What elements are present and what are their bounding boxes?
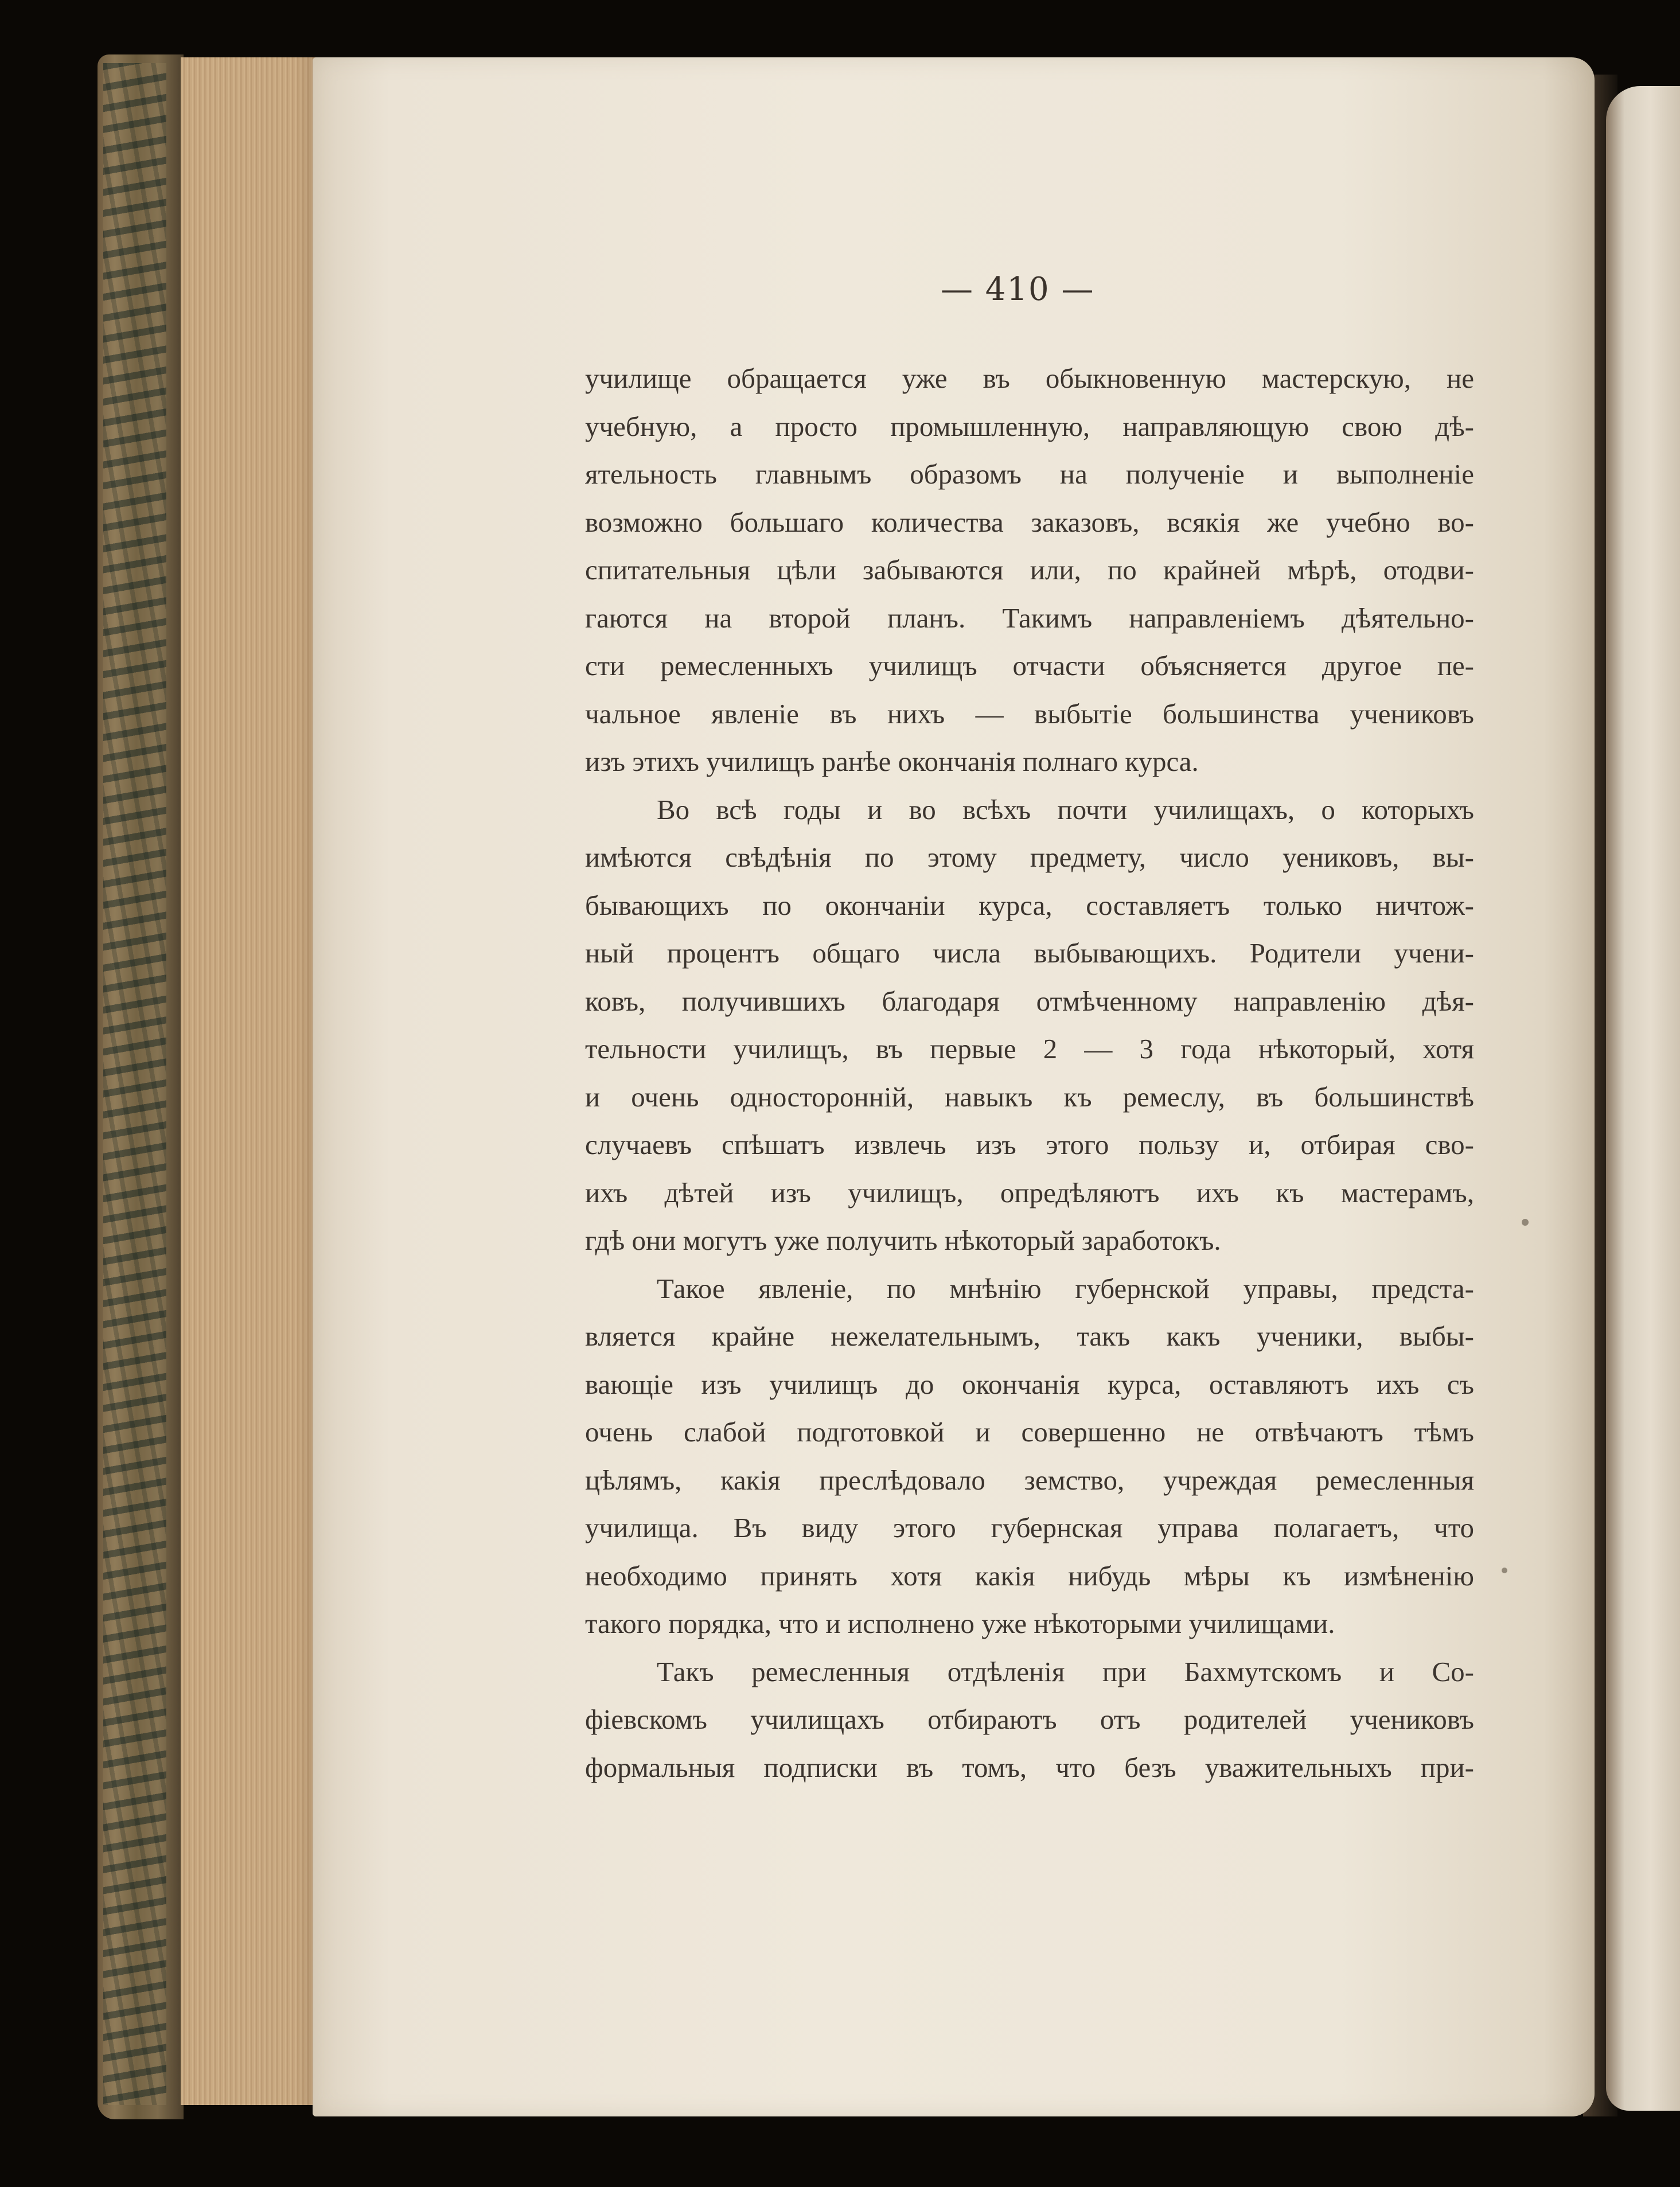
text-line: сти ремесленныхъ училищъ отчасти объясняется другое пе-: [585, 650, 1474, 681]
text-line: ный процентъ общаго числа выбывающихъ. Родители учени-: [585, 937, 1474, 969]
text-line: учебную, а просто промышленную, направляющую свою дѣ-: [585, 410, 1474, 442]
text-line: очень слабой подготовкой и совершенно не отвѣчаютъ тѣмъ: [585, 1416, 1474, 1448]
page-number: — 410 —: [941, 271, 1095, 308]
text-line: необходимо принять хотя какія нибудь мѣры къ измѣненію: [585, 1560, 1474, 1592]
text-line: тельности училищъ, въ первые 2 — 3 года нѣкоторый, хотя: [585, 1033, 1474, 1065]
text-line: имѣются свѣдѣнія по этому предмету, число уениковъ, вы-: [585, 841, 1474, 873]
text-line: гаются на второй планъ. Такимъ направленіемъ дѣятельно-: [585, 602, 1474, 634]
page-text-block: [585, 354, 1474, 1791]
text-line: случаевъ спѣшатъ извлечь изъ этого пользу и, отбирая сво-: [585, 1129, 1474, 1160]
text-line: ятельность главнымъ образомъ на полученіе и выполненіе: [585, 458, 1474, 490]
text-line: бывающихъ по окончаніи курса, составляетъ только ничтож-: [585, 889, 1474, 921]
paragraph-first-line: Такое явленіе, по мнѣнію губернской управы, предста-: [657, 1272, 1474, 1304]
text-line: возможно большаго количества заказовъ, всякія же учебно во-: [585, 506, 1474, 538]
paper-speck: [1522, 1219, 1529, 1226]
text-line: училище обращается уже въ обыкновенную мастерскую, не: [585, 362, 1474, 394]
paragraph-first-line: Такъ ремесленныя отдѣленія при Бахмутскомъ и Со-: [657, 1655, 1474, 1687]
text-line: изъ этихъ училищъ ранѣе окончанія полнаго курса.: [585, 746, 1199, 777]
text-line: ковъ, получившихъ благодаря отмѣченному направленію дѣя-: [585, 985, 1474, 1017]
text-line: ихъ дѣтей изъ училищъ, опредѣляютъ ихъ къ мастерамъ,: [585, 1176, 1474, 1208]
text-line: вляется крайне нежелательнымъ, такъ какъ ученики, выбы-: [585, 1320, 1474, 1352]
facing-page-edge: [1606, 86, 1680, 2111]
text-line: училища. Въ виду этого губернская управа полагаетъ, что: [585, 1512, 1474, 1543]
text-line: фіевскомъ училищахъ отбираютъ отъ родителей учениковъ: [585, 1703, 1474, 1735]
marbled-cover-pattern: [103, 63, 166, 2105]
text-line: формальныя подписки въ томъ, что безъ уважительныхъ при-: [585, 1751, 1474, 1783]
text-line: вающіе изъ училищъ до окончанія курса, оставляютъ ихъ съ: [585, 1368, 1474, 1400]
text-line: такого порядка, что и исполнено уже нѣкоторыми училищами.: [585, 1608, 1335, 1639]
text-line: и очень односторонній, навыкъ къ ремеслу, въ большинствѣ: [585, 1081, 1474, 1113]
paragraph-first-line: Во всѣ годы и во всѣхъ почти училищахъ, о которыхъ: [657, 793, 1474, 825]
text-line: цѣлямъ, какія преслѣдовало земство, учреждая ремесленныя: [585, 1464, 1474, 1496]
text-line: спитательныя цѣли забываются или, по крайней мѣрѣ, отодви-: [585, 554, 1474, 586]
text-line: гдѣ они могутъ уже получить нѣкоторый заработокъ.: [585, 1225, 1221, 1256]
text-line: чальное явленіе въ нихъ — выбытіе большинства учениковъ: [585, 697, 1474, 730]
paper-speck: [1502, 1568, 1507, 1573]
